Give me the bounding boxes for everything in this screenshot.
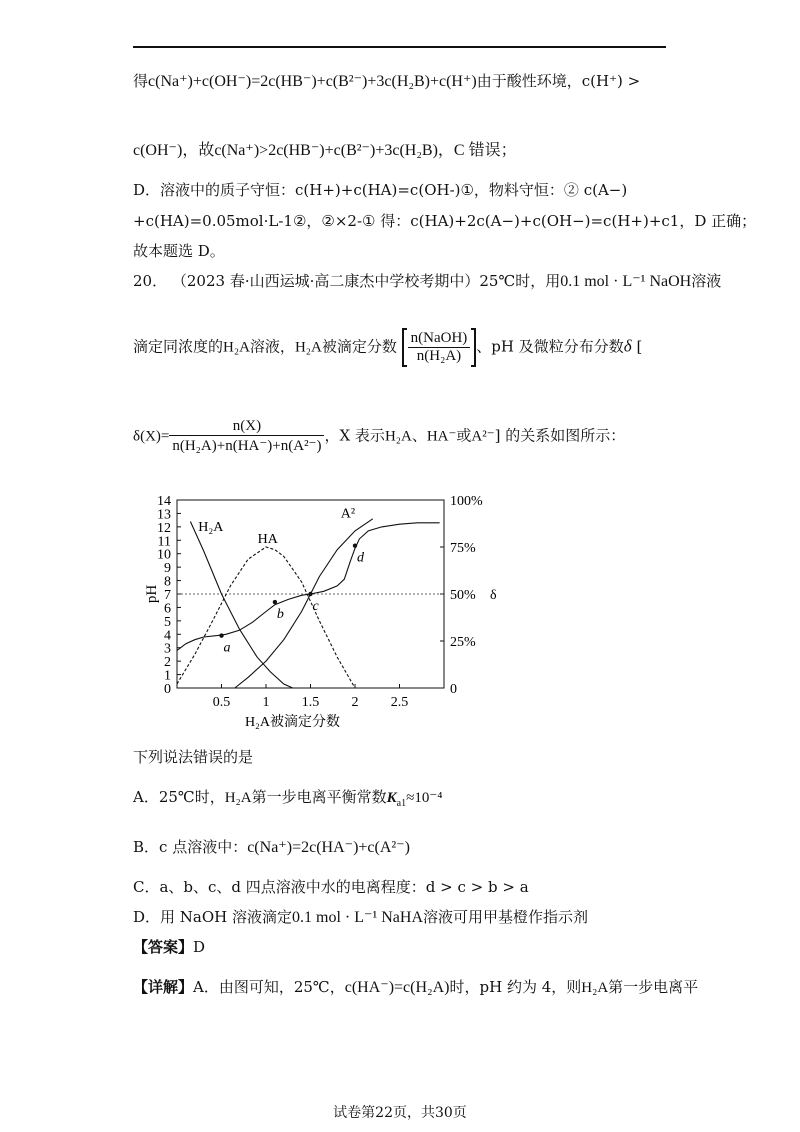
text: 滴定同浓度的 [133, 337, 224, 356]
prev-line-2: c(OH⁻)，故c(Na⁺)>2c(HB⁻)+c(B²⁻)+3c(H₂B)，C 错误； [133, 142, 517, 159]
text: ] 的关系如图所示： [494, 426, 626, 445]
ka-subscript: a1 [396, 798, 407, 809]
text: 时，pH 约为 4，则 [449, 978, 582, 996]
top-rule [133, 46, 666, 48]
y-axis-label: pH [144, 584, 160, 604]
text: 被滴定分数 [321, 337, 397, 356]
prev-line-5: 故本题选 D。 [133, 242, 225, 260]
point-label: b [276, 607, 284, 623]
option-a[interactable] [133, 786, 442, 809]
x-tick-label: 2 [351, 695, 359, 710]
frac-num: n(X) [169, 418, 324, 436]
option-c[interactable] [133, 876, 529, 897]
frac-num: n(NaOH) [408, 330, 471, 348]
text: 得 [133, 72, 149, 90]
fraction [408, 330, 471, 365]
x-tick-label: 0.5 [212, 695, 231, 710]
data-point [308, 592, 312, 596]
x-tick-label: 1 [262, 695, 270, 710]
y-tick-label: 9 [164, 561, 171, 577]
data-point [353, 543, 357, 547]
option-label: A． [133, 788, 159, 806]
bracket: [ [636, 337, 643, 356]
y-tick-label: 14 [157, 494, 171, 509]
series-label: H₂A [198, 519, 224, 535]
delta-def: δ(X)= [133, 428, 170, 445]
text: ，X 表示 [324, 426, 385, 445]
text: H₂A第一步电离平衡常数 [224, 790, 387, 806]
right-tick-label: 25% [450, 635, 476, 650]
text: 25℃时， [158, 788, 225, 806]
conc: 0.1 mol · L⁻¹ NaHA [292, 909, 424, 926]
question-source: （2023 春·山西运城·高二康杰中学校考期中）25℃时，用 [171, 272, 561, 290]
text: 溶液， [249, 337, 295, 356]
y-tick-label: 7 [164, 588, 171, 603]
y-tick-label: 2 [164, 655, 171, 671]
y-tick-label: 0 [164, 682, 171, 697]
text: ≈10⁻⁴ [406, 790, 443, 806]
right-tick-label: 100% [450, 494, 483, 509]
x-axis-label: H₂A被滴定分数 [244, 715, 341, 730]
y-tick-label: 8 [164, 574, 171, 590]
y-tick-label: 13 [157, 507, 171, 523]
text: a、b、c、d 四点溶液中水的电离程度：d > c > b > a [159, 878, 529, 896]
text: 由于酸性环境，c(H⁺) > [476, 72, 641, 90]
detail-line [133, 976, 698, 997]
species: H₂A、HA⁻或A²⁻ [384, 428, 495, 445]
titration-fraction [402, 328, 477, 367]
question-line-3 [133, 418, 625, 455]
titration-chart [130, 488, 670, 736]
formula: H₂A [223, 339, 250, 356]
point-label: d [357, 550, 364, 566]
text: 溶液可用甲基橙作指示剂 [423, 908, 589, 926]
option-b[interactable] [133, 836, 410, 857]
fraction [169, 418, 324, 455]
prev-line-3: D．溶液中的质子守恒：c(H+)+c(HA)=c(OH-)①，物料守恒：② c(A−) [133, 181, 628, 199]
page-footer: 试卷第22页，共30页 [333, 1105, 467, 1121]
question-line-2 [133, 328, 642, 367]
detail-tag: 【详解】 [133, 978, 194, 996]
option-label: D． [133, 908, 161, 926]
equation: c(Na⁺)=2c(HA⁻)+c(A²⁻) [247, 839, 410, 856]
y-tick-label: 6 [164, 601, 171, 617]
option-label: B． [133, 838, 160, 856]
question-prompt: 下列说法错误的是 [133, 748, 254, 766]
prev-line-4: +c(HA)=0.05mol·L-1②，②×2-① 得：c(HA)+2c(A−)+c(OH−)=c(H+)+c1，D 正确； [133, 212, 757, 230]
frac-den: n(H₂A) [416, 348, 462, 364]
series-line [177, 523, 440, 651]
text: 溶液 [691, 272, 722, 290]
x-tick-label: 1.5 [301, 695, 320, 710]
point-label: c [312, 599, 319, 614]
answer-tag: 【答案】 [133, 938, 194, 956]
y-tick-label: 11 [157, 534, 171, 550]
answer-value: D [193, 938, 206, 956]
y-tick-label: 3 [164, 641, 171, 657]
text: 、pH 及微粒分布分数 [476, 337, 624, 356]
question-line-1 [133, 270, 721, 291]
y-tick-label: 1 [164, 668, 171, 684]
option-label: C． [133, 878, 160, 896]
series-label: HA [257, 531, 278, 547]
right-axis-label: δ [490, 588, 497, 603]
data-point [219, 633, 223, 637]
y-tick-label: 5 [164, 614, 171, 630]
equation: c(Na⁺)+c(OH⁻)=2c(HB⁻)+c(B²⁻)+3c(H₂B)+c(H⁺) [148, 73, 477, 90]
right-tick-label: 75% [450, 541, 476, 556]
conc: 0.1 mol · L⁻¹ NaOH [560, 273, 692, 290]
answer-line [133, 936, 205, 957]
prev-line-1 [133, 70, 640, 91]
delta-symbol: δ [623, 336, 632, 356]
frac-den: n(H₂A)+n(HA⁻)+n(A²⁻) [172, 438, 322, 454]
text: H₂A第一步电离平 [581, 980, 699, 996]
option-d[interactable] [133, 906, 588, 927]
text: 用 NaOH 溶液滴定 [160, 908, 293, 926]
series-label: A² [340, 506, 356, 522]
y-tick-label: 10 [157, 547, 171, 563]
ka-symbol: K [386, 790, 397, 806]
series-line [235, 519, 373, 688]
y-tick-label: 4 [164, 628, 171, 644]
equation: c(HA⁻)=c(H₂A) [344, 979, 450, 996]
text: c 点溶液中： [159, 838, 248, 856]
right-tick-label: 0 [450, 682, 457, 697]
text: A．由图可知，25℃， [193, 978, 345, 996]
formula: H₂A [294, 339, 322, 356]
question-number: 20． [133, 272, 168, 290]
point-label: a [223, 640, 231, 656]
y-tick-label: 12 [157, 520, 171, 536]
data-point [273, 600, 277, 604]
right-tick-label: 50% [450, 588, 476, 603]
x-tick-label: 2.5 [390, 695, 409, 710]
